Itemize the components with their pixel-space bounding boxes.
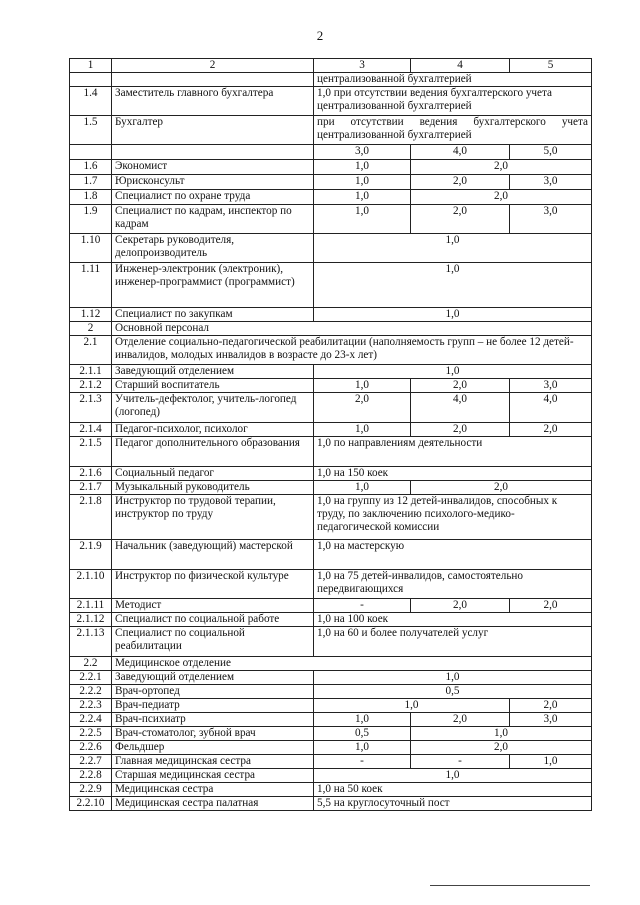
table-cell: 1,0 — [314, 308, 592, 322]
table-row — [70, 570, 592, 599]
table-cell: Педагог-психолог, психолог — [112, 423, 314, 437]
table-cell: 2.2.5 — [70, 727, 112, 741]
table-cell: 2,0 — [411, 741, 592, 755]
table-cell: 3,0 — [510, 205, 592, 234]
table-cell: 2,0 — [411, 190, 592, 205]
table-cell: Старшая медицинская сестра — [112, 769, 314, 783]
table-cell: 1,0 на 60 и более получателей услуг — [314, 627, 592, 657]
table-cell: Заведующий отделением — [112, 671, 314, 685]
table-body — [70, 59, 592, 811]
table-row — [70, 481, 592, 495]
page-number: 2 — [316, 28, 324, 43]
table-row — [70, 437, 592, 467]
table-cell: 2,0 — [411, 423, 510, 437]
table-row — [70, 769, 592, 783]
table-cell: - — [411, 755, 510, 769]
table-cell: 2.1.9 — [70, 540, 112, 570]
table-cell: Экономист — [112, 160, 314, 175]
table-cell: 1,0 — [314, 481, 411, 495]
table-row — [70, 657, 592, 671]
table-cell: 1,0 по направлениям деятельности — [314, 437, 592, 467]
table-cell: 2.1.2 — [70, 379, 112, 393]
table-cell: 2.2.3 — [70, 699, 112, 713]
table-cell: 1.11 — [70, 263, 112, 308]
table-cell: 1,0 — [314, 699, 510, 713]
table-row — [70, 263, 592, 308]
table-cell: Секретарь руководителя, делопроизводитель — [112, 234, 314, 263]
table-cell: Медицинская сестра — [112, 783, 314, 797]
table-row — [70, 160, 592, 175]
table-cell: 2.1.11 — [70, 599, 112, 613]
table-cell: 2.1.12 — [70, 613, 112, 627]
table-cell: Врач-педиатр — [112, 699, 314, 713]
table-cell: 1,0 — [314, 379, 411, 393]
table-cell: 1.12 — [70, 308, 112, 322]
table-cell: Специалист по социальной работе — [112, 613, 314, 627]
table-cell: Специалист по кадрам, инспектор по кадрам — [112, 205, 314, 234]
table-cell: 5 — [510, 59, 592, 73]
table-row — [70, 495, 592, 540]
table-cell: 2 — [112, 59, 314, 73]
table-cell: Основной персонал — [112, 322, 592, 336]
table-cell: 1.8 — [70, 190, 112, 205]
table-cell: 3,0 — [510, 379, 592, 393]
table-row — [70, 685, 592, 699]
table-cell: Главная медицинская сестра — [112, 755, 314, 769]
table-cell: 2.2.8 — [70, 769, 112, 783]
table-row — [70, 365, 592, 379]
table-row — [70, 540, 592, 570]
table-cell: централизованной бухгалтерией — [314, 73, 592, 87]
table-cell: 1,0 — [510, 755, 592, 769]
table-cell — [70, 73, 112, 87]
table-cell: при отсутствии ведения бухгалтерского учета централизованной бухгалтерией — [314, 116, 592, 145]
table-cell: 2,0 — [411, 481, 592, 495]
table-cell: 4,0 — [411, 393, 510, 423]
table-cell: Инженер-электроник (электроник), инженер-программист (программист) — [112, 263, 314, 308]
table-cell: 1 — [70, 59, 112, 73]
table-row — [70, 699, 592, 713]
table-cell: - — [314, 599, 411, 613]
table-row — [70, 741, 592, 755]
table-cell: Методист — [112, 599, 314, 613]
table-cell: 2.1.10 — [70, 570, 112, 599]
table-cell: 4,0 — [510, 393, 592, 423]
table-cell — [112, 145, 314, 160]
table-row — [70, 467, 592, 481]
table-cell: 1,0 — [314, 741, 411, 755]
table-cell: Педагог дополнительного образования — [112, 437, 314, 467]
table-cell: Музыкальный руководитель — [112, 481, 314, 495]
table-row — [70, 627, 592, 657]
table-cell: 3,0 — [314, 145, 411, 160]
table-cell: Врач-психиатр — [112, 713, 314, 727]
table-cell: Специалист по социальной реабилитации — [112, 627, 314, 657]
table-cell: 2.2.1 — [70, 671, 112, 685]
table-row — [70, 379, 592, 393]
table-cell: 1,0 на группу из 12 детей-инвалидов, способных к труду, по заключению психолого-медико-педагогической комиссии — [314, 495, 592, 540]
table-cell: 1,0 — [411, 727, 592, 741]
table-cell: 2.1.1 — [70, 365, 112, 379]
table-cell: 1,0 — [314, 671, 592, 685]
table-cell: 1,0 — [314, 190, 411, 205]
table-row — [70, 393, 592, 423]
table-cell: 2.1.5 — [70, 437, 112, 467]
table-cell: Бухгалтер — [112, 116, 314, 145]
table-row — [70, 599, 592, 613]
table-cell: 1,0 на 150 коек — [314, 467, 592, 481]
table-cell: 1,0 на 100 коек — [314, 613, 592, 627]
table-cell: 2,0 — [510, 423, 592, 437]
table-cell: 2.2.9 — [70, 783, 112, 797]
table-cell: 1.6 — [70, 160, 112, 175]
table-cell: 2,0 — [411, 175, 510, 190]
table-cell: 2,0 — [314, 393, 411, 423]
table-cell: 2.2.7 — [70, 755, 112, 769]
table-row — [70, 116, 592, 145]
table-cell: 2.1.13 — [70, 627, 112, 657]
table-row — [70, 727, 592, 741]
table-cell: 4,0 — [411, 145, 510, 160]
table-cell: 5,0 — [510, 145, 592, 160]
table-cell — [70, 145, 112, 160]
table-cell: Специалист по охране труда — [112, 190, 314, 205]
table-cell: 1,0 — [314, 175, 411, 190]
table-cell: 1,0 на мастерскую — [314, 540, 592, 570]
table-cell: Инструктор по трудовой терапии, инструктор по труду — [112, 495, 314, 540]
table-cell: 1,0 — [314, 234, 592, 263]
table-cell: 2.2 — [70, 657, 112, 671]
table-cell: 3,0 — [510, 713, 592, 727]
table-cell: 1,0 — [314, 160, 411, 175]
table-cell: Фельдшер — [112, 741, 314, 755]
table-cell: 1.7 — [70, 175, 112, 190]
table-cell: 1,0 — [314, 423, 411, 437]
table-cell: 2.2.2 — [70, 685, 112, 699]
table-cell: 2.1.7 — [70, 481, 112, 495]
table-cell: 2.1.6 — [70, 467, 112, 481]
table-cell: 1,0 — [314, 769, 592, 783]
table-cell: 1,0 — [314, 205, 411, 234]
table-cell: 1,0 при отсутствии ведения бухгалтерского учета централизованной бухгалтерией — [314, 87, 592, 116]
table-cell: Старший воспитатель — [112, 379, 314, 393]
table-cell: 2.1.4 — [70, 423, 112, 437]
table-cell: 1,0 на 50 коек — [314, 783, 592, 797]
table-cell: 2,0 — [411, 160, 592, 175]
table-cell: Заместитель главного бухгалтера — [112, 87, 314, 116]
table-cell: 2,0 — [411, 713, 510, 727]
table-cell: Учитель-дефектолог, учитель-логопед (логопед) — [112, 393, 314, 423]
table-cell: 1.10 — [70, 234, 112, 263]
table-row — [70, 175, 592, 190]
staffing-norms-table — [69, 58, 592, 811]
table-row — [70, 613, 592, 627]
table-row — [70, 234, 592, 263]
table-cell: 4 — [411, 59, 510, 73]
table-row — [70, 671, 592, 685]
table-cell: 1,0 — [314, 263, 592, 308]
table-cell: Медицинская сестра палатная — [112, 797, 314, 811]
table-row — [70, 797, 592, 811]
table-cell: 1.5 — [70, 116, 112, 145]
table-cell: 2,0 — [411, 599, 510, 613]
table-cell: Заведующий отделением — [112, 365, 314, 379]
table-row — [70, 423, 592, 437]
table-cell: 2.1.8 — [70, 495, 112, 540]
table-cell: - — [314, 755, 411, 769]
table-cell: Медицинское отделение — [112, 657, 592, 671]
table-cell: 5,5 на круглосуточный пост — [314, 797, 592, 811]
table-cell: 2,0 — [510, 699, 592, 713]
table-cell: 2.2.4 — [70, 713, 112, 727]
table-cell: 2 — [70, 322, 112, 336]
table-row — [70, 145, 592, 160]
table-cell: 2,0 — [411, 205, 510, 234]
table-cell: Юрисконсульт — [112, 175, 314, 190]
table-cell: 1,0 — [314, 713, 411, 727]
table-cell: 0,5 — [314, 727, 411, 741]
table-cell: Социальный педагог — [112, 467, 314, 481]
table-cell: 1,0 на 75 детей-инвалидов, самостоятельно передвигающихся — [314, 570, 592, 599]
table-row — [70, 755, 592, 769]
table-row — [70, 336, 592, 365]
table-cell: 2.1.3 — [70, 393, 112, 423]
table-cell: 1.9 — [70, 205, 112, 234]
table-cell: 3 — [314, 59, 411, 73]
table-cell: 2,0 — [411, 379, 510, 393]
table-row — [70, 87, 592, 116]
table-row — [70, 190, 592, 205]
table-cell: 2.1 — [70, 336, 112, 365]
table-cell: Специалист по закупкам — [112, 308, 314, 322]
table-row — [70, 322, 592, 336]
table-cell: Врач-ортопед — [112, 685, 314, 699]
table-cell: Отделение социально-педагогической реабилитации (наполняемость групп – не более 12 детей-инвалидов, молодых инвалидов в возрасте до 23-х лет) — [112, 336, 592, 365]
table-cell: 1,0 — [314, 365, 592, 379]
table-cell: Инструктор по физической культуре — [112, 570, 314, 599]
table-cell: Начальник (заведующий) мастерской — [112, 540, 314, 570]
table-cell — [112, 73, 314, 87]
table-row — [70, 73, 592, 87]
table-row — [70, 783, 592, 797]
table-row — [70, 59, 592, 73]
table-cell: 2.2.6 — [70, 741, 112, 755]
table-cell: 2.2.10 — [70, 797, 112, 811]
table-row — [70, 308, 592, 322]
table-cell: Врач-стоматолог, зубной врач — [112, 727, 314, 741]
table-cell: 0,5 — [314, 685, 592, 699]
table-row — [70, 205, 592, 234]
table-cell: 2,0 — [510, 599, 592, 613]
footer-rule — [430, 885, 590, 886]
table-cell: 1.4 — [70, 87, 112, 116]
table-row — [70, 713, 592, 727]
table-cell: 3,0 — [510, 175, 592, 190]
